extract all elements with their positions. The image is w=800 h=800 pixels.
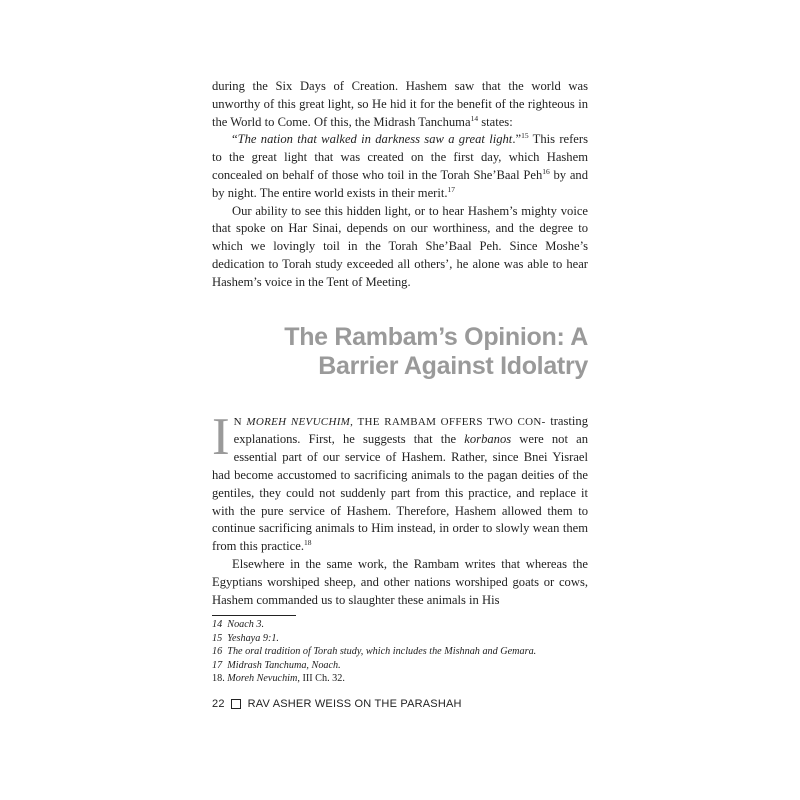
footnote-text: Midrash Tanchuma, Noach. [227,659,341,671]
footnote-number: 14 [212,619,223,631]
intro-paragraph-2 [212,131,588,202]
footnote-ref-14: 14 [470,113,479,123]
footnote-italic: Moreh Nevuchim [227,673,298,685]
section-heading-line-1: The Rambam’s Opinion: A [284,322,588,351]
quote-close: .” [512,132,522,147]
footnote-text: Noach 3. [227,619,265,631]
intro-text-2a: This refers to the great light that was created on the first day, which Hashem concealed on behalf of those who toil in the Torah She’Baal Peh [212,132,588,182]
page-footer [212,698,588,710]
lead-smallcaps-post: , THE RAMBAM OFFERS TWO CON- [350,415,546,428]
footnote-rule [212,615,296,616]
footnote-14 [212,618,588,632]
footnote-ref-16: 16 [542,166,550,176]
footnote-text: The oral tradition of Torah study, which includes the Mishnah and Gemara. [227,646,537,658]
intro-text-2b: by and by night. The entire world exists in their merit. [212,167,588,200]
footnote-15 [212,632,588,646]
footnote-text: Yeshaya 9:1. [227,632,279,644]
footnote-number: 17 [212,659,223,671]
footnote-ref-17: 17 [447,184,456,194]
page-number: 22 [212,697,225,710]
square-ornament-icon [231,699,241,709]
running-title: RAV ASHER WEISS ON THE PARASHAH [247,697,462,710]
footnote-18 [212,672,588,686]
footnotes [212,618,588,686]
intro-text-1-tail: states: [478,114,513,129]
section-paragraph-1 [212,407,589,556]
intro-text-1: during the Six Days of Creation. Hashem saw that the world was unworthy of this great light, so He hid it for the benefit of the righteous in the World to Come. Of this, the Midrash Tanchuma [212,79,588,129]
lead-smallcaps-pre: N [233,415,247,428]
section-heading-line-2: Barrier Against Idolatry [318,351,588,380]
section-text-1b: were not an essential part of our service of Hashem. Rather, since Bnei Yisrael had become accustomed to sacrificing animals to the pagan deities of the gentiles, they could not suddenly part from this practice, and replace it with the pure service of Hashem. Therefore, Hashem allowed them to continue sacrificing animals to Him instead, in order to slowly wean them from this practice. [212,432,588,554]
section-body [212,407,589,610]
footnote-number: 16 [212,646,223,658]
section-heading [212,323,588,381]
section-paragraph-2: Elsewhere in the same work, the Rambam writes that whereas the Egyptians worshiped sheep, and other nations worshiped goats or cows, Hashem commanded us to slaughter these animals in His [212,556,588,607]
footnote-text: , III Ch. 32. [297,673,345,685]
footnote-ref-15: 15 [521,131,529,141]
verse-quote: The nation that walked in darkness saw a great light [237,132,513,147]
section-text-1a: trasting explanations. First, he suggests that the [233,413,589,447]
quote-open: “ [232,132,238,147]
book-page [212,78,588,710]
footnote-16 [212,645,588,659]
footnote-number: 15 [212,632,223,644]
book-title-italic: MOREH NEVUCHIM [246,415,351,428]
intro-paragraph-3: Our ability to see this hidden light, or to hear Hashem’s mighty voice that spoke on Har Sinai, depends on our worthiness, and the degree to which we lovingly toil in the Torah She’Baal Peh. Since Moshe’s dedication to Torah study exceeded all others’, he alone was able to hear Hashem’s voice in the Tent of Meeting. [212,203,588,289]
drop-cap: I [212,407,230,466]
intro-paragraph-1 [212,78,588,131]
footnote-ref-18: 18 [303,537,312,547]
footnote-17 [212,659,588,673]
footnote-number: 18. [212,673,225,685]
korbanos-italic: korbanos [464,432,512,447]
